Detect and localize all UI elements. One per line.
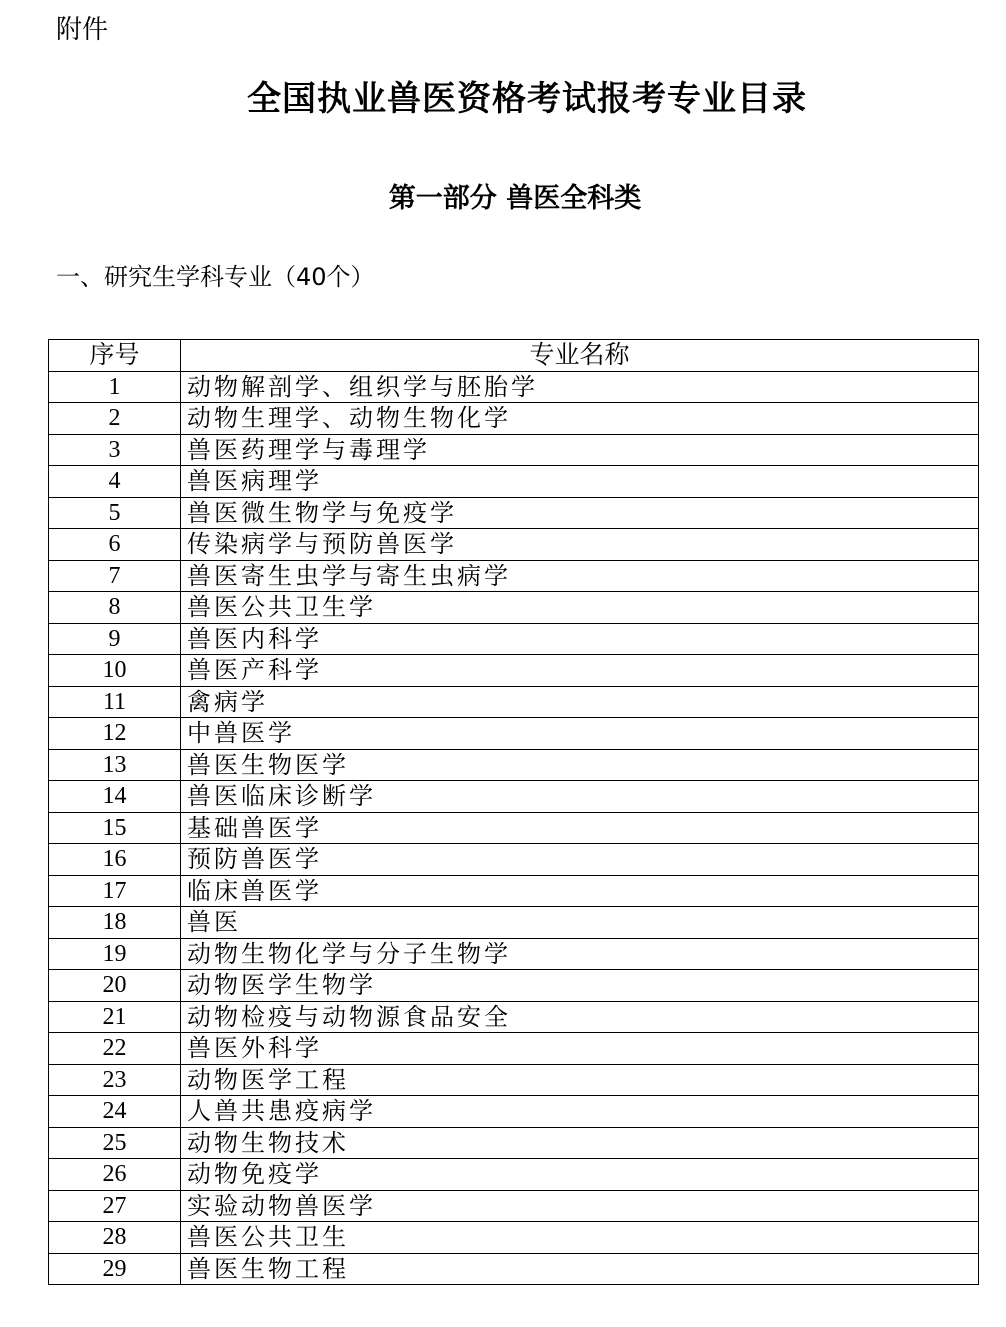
- attachment-label: 附件: [56, 15, 109, 45]
- major-name: 兽医内科学: [181, 623, 979, 655]
- table-row: [49, 497, 979, 529]
- major-name: 兽医公共卫生学: [181, 592, 979, 624]
- column-header-major-name: 专业名称: [181, 340, 979, 372]
- table-row: [49, 812, 979, 844]
- column-header-number: 序号: [49, 340, 181, 372]
- row-number: 12: [49, 718, 181, 750]
- major-name: 兽医公共卫生: [181, 1222, 979, 1254]
- table-row: [49, 592, 979, 624]
- row-number: 28: [49, 1222, 181, 1254]
- document-title: 全国执业兽医资格考试报考专业目录: [247, 79, 807, 119]
- row-number: 15: [49, 812, 181, 844]
- table-row: [49, 466, 979, 498]
- major-name: 人兽共患疫病学: [181, 1096, 979, 1128]
- table-row: [49, 781, 979, 813]
- table-row: [49, 1159, 979, 1191]
- table-row: [49, 718, 979, 750]
- row-number: 16: [49, 844, 181, 876]
- row-number: 17: [49, 875, 181, 907]
- major-name: 兽医外科学: [181, 1033, 979, 1065]
- table-row: [49, 907, 979, 939]
- major-name: 兽医生物医学: [181, 749, 979, 781]
- table-row: [49, 1190, 979, 1222]
- section-heading: 一、研究生学科专业（40个）: [56, 263, 375, 291]
- row-number: 25: [49, 1127, 181, 1159]
- table-row: [49, 938, 979, 970]
- row-number: 23: [49, 1064, 181, 1096]
- major-name: 动物医学工程: [181, 1064, 979, 1096]
- table-row: [49, 1001, 979, 1033]
- table-row: [49, 560, 979, 592]
- table-row: [49, 1096, 979, 1128]
- major-name: 兽医: [181, 907, 979, 939]
- major-name: 基础兽医学: [181, 812, 979, 844]
- major-name: 动物生物技术: [181, 1127, 979, 1159]
- row-number: 22: [49, 1033, 181, 1065]
- table-row: [49, 1222, 979, 1254]
- row-number: 27: [49, 1190, 181, 1222]
- table-row: [49, 371, 979, 403]
- major-name: 中兽医学: [181, 718, 979, 750]
- major-name: 兽医生物工程: [181, 1253, 979, 1285]
- table-row: [49, 1127, 979, 1159]
- row-number: 13: [49, 749, 181, 781]
- major-name: 动物生物化学与分子生物学: [181, 938, 979, 970]
- table-row: [49, 749, 979, 781]
- major-catalog-table: [48, 339, 979, 1285]
- row-number: 18: [49, 907, 181, 939]
- major-name: 动物生理学、动物生物化学: [181, 403, 979, 435]
- row-number: 7: [49, 560, 181, 592]
- major-name: 动物检疫与动物源食品安全: [181, 1001, 979, 1033]
- row-number: 21: [49, 1001, 181, 1033]
- table-row: [49, 686, 979, 718]
- major-name: 兽医药理学与毒理学: [181, 434, 979, 466]
- major-name: 动物免疫学: [181, 1159, 979, 1191]
- table-row: [49, 875, 979, 907]
- table-row: [49, 623, 979, 655]
- table-body: [49, 371, 979, 1285]
- row-number: 24: [49, 1096, 181, 1128]
- major-name: 传染病学与预防兽医学: [181, 529, 979, 561]
- row-number: 14: [49, 781, 181, 813]
- major-name: 兽医病理学: [181, 466, 979, 498]
- row-number: 20: [49, 970, 181, 1002]
- table-row: [49, 434, 979, 466]
- major-name: 禽病学: [181, 686, 979, 718]
- table-row: [49, 1064, 979, 1096]
- row-number: 29: [49, 1253, 181, 1285]
- row-number: 8: [49, 592, 181, 624]
- major-name: 临床兽医学: [181, 875, 979, 907]
- row-number: 3: [49, 434, 181, 466]
- row-number: 19: [49, 938, 181, 970]
- major-name: 预防兽医学: [181, 844, 979, 876]
- part-heading: 第一部分 兽医全科类: [388, 183, 642, 214]
- table-row: [49, 844, 979, 876]
- table-row: [49, 970, 979, 1002]
- row-number: 1: [49, 371, 181, 403]
- row-number: 26: [49, 1159, 181, 1191]
- row-number: 5: [49, 497, 181, 529]
- major-name: 动物解剖学、组织学与胚胎学: [181, 371, 979, 403]
- major-name: 兽医寄生虫学与寄生虫病学: [181, 560, 979, 592]
- major-name: 兽医临床诊断学: [181, 781, 979, 813]
- row-number: 9: [49, 623, 181, 655]
- major-name: 动物医学生物学: [181, 970, 979, 1002]
- table-row: [49, 655, 979, 687]
- major-name: 兽医微生物学与免疫学: [181, 497, 979, 529]
- major-name: 兽医产科学: [181, 655, 979, 687]
- table-row: [49, 1033, 979, 1065]
- table-header-row: [49, 340, 979, 372]
- row-number: 10: [49, 655, 181, 687]
- row-number: 4: [49, 466, 181, 498]
- row-number: 6: [49, 529, 181, 561]
- row-number: 11: [49, 686, 181, 718]
- table-row: [49, 529, 979, 561]
- row-number: 2: [49, 403, 181, 435]
- table-row: [49, 403, 979, 435]
- table-row: [49, 1253, 979, 1285]
- major-name: 实验动物兽医学: [181, 1190, 979, 1222]
